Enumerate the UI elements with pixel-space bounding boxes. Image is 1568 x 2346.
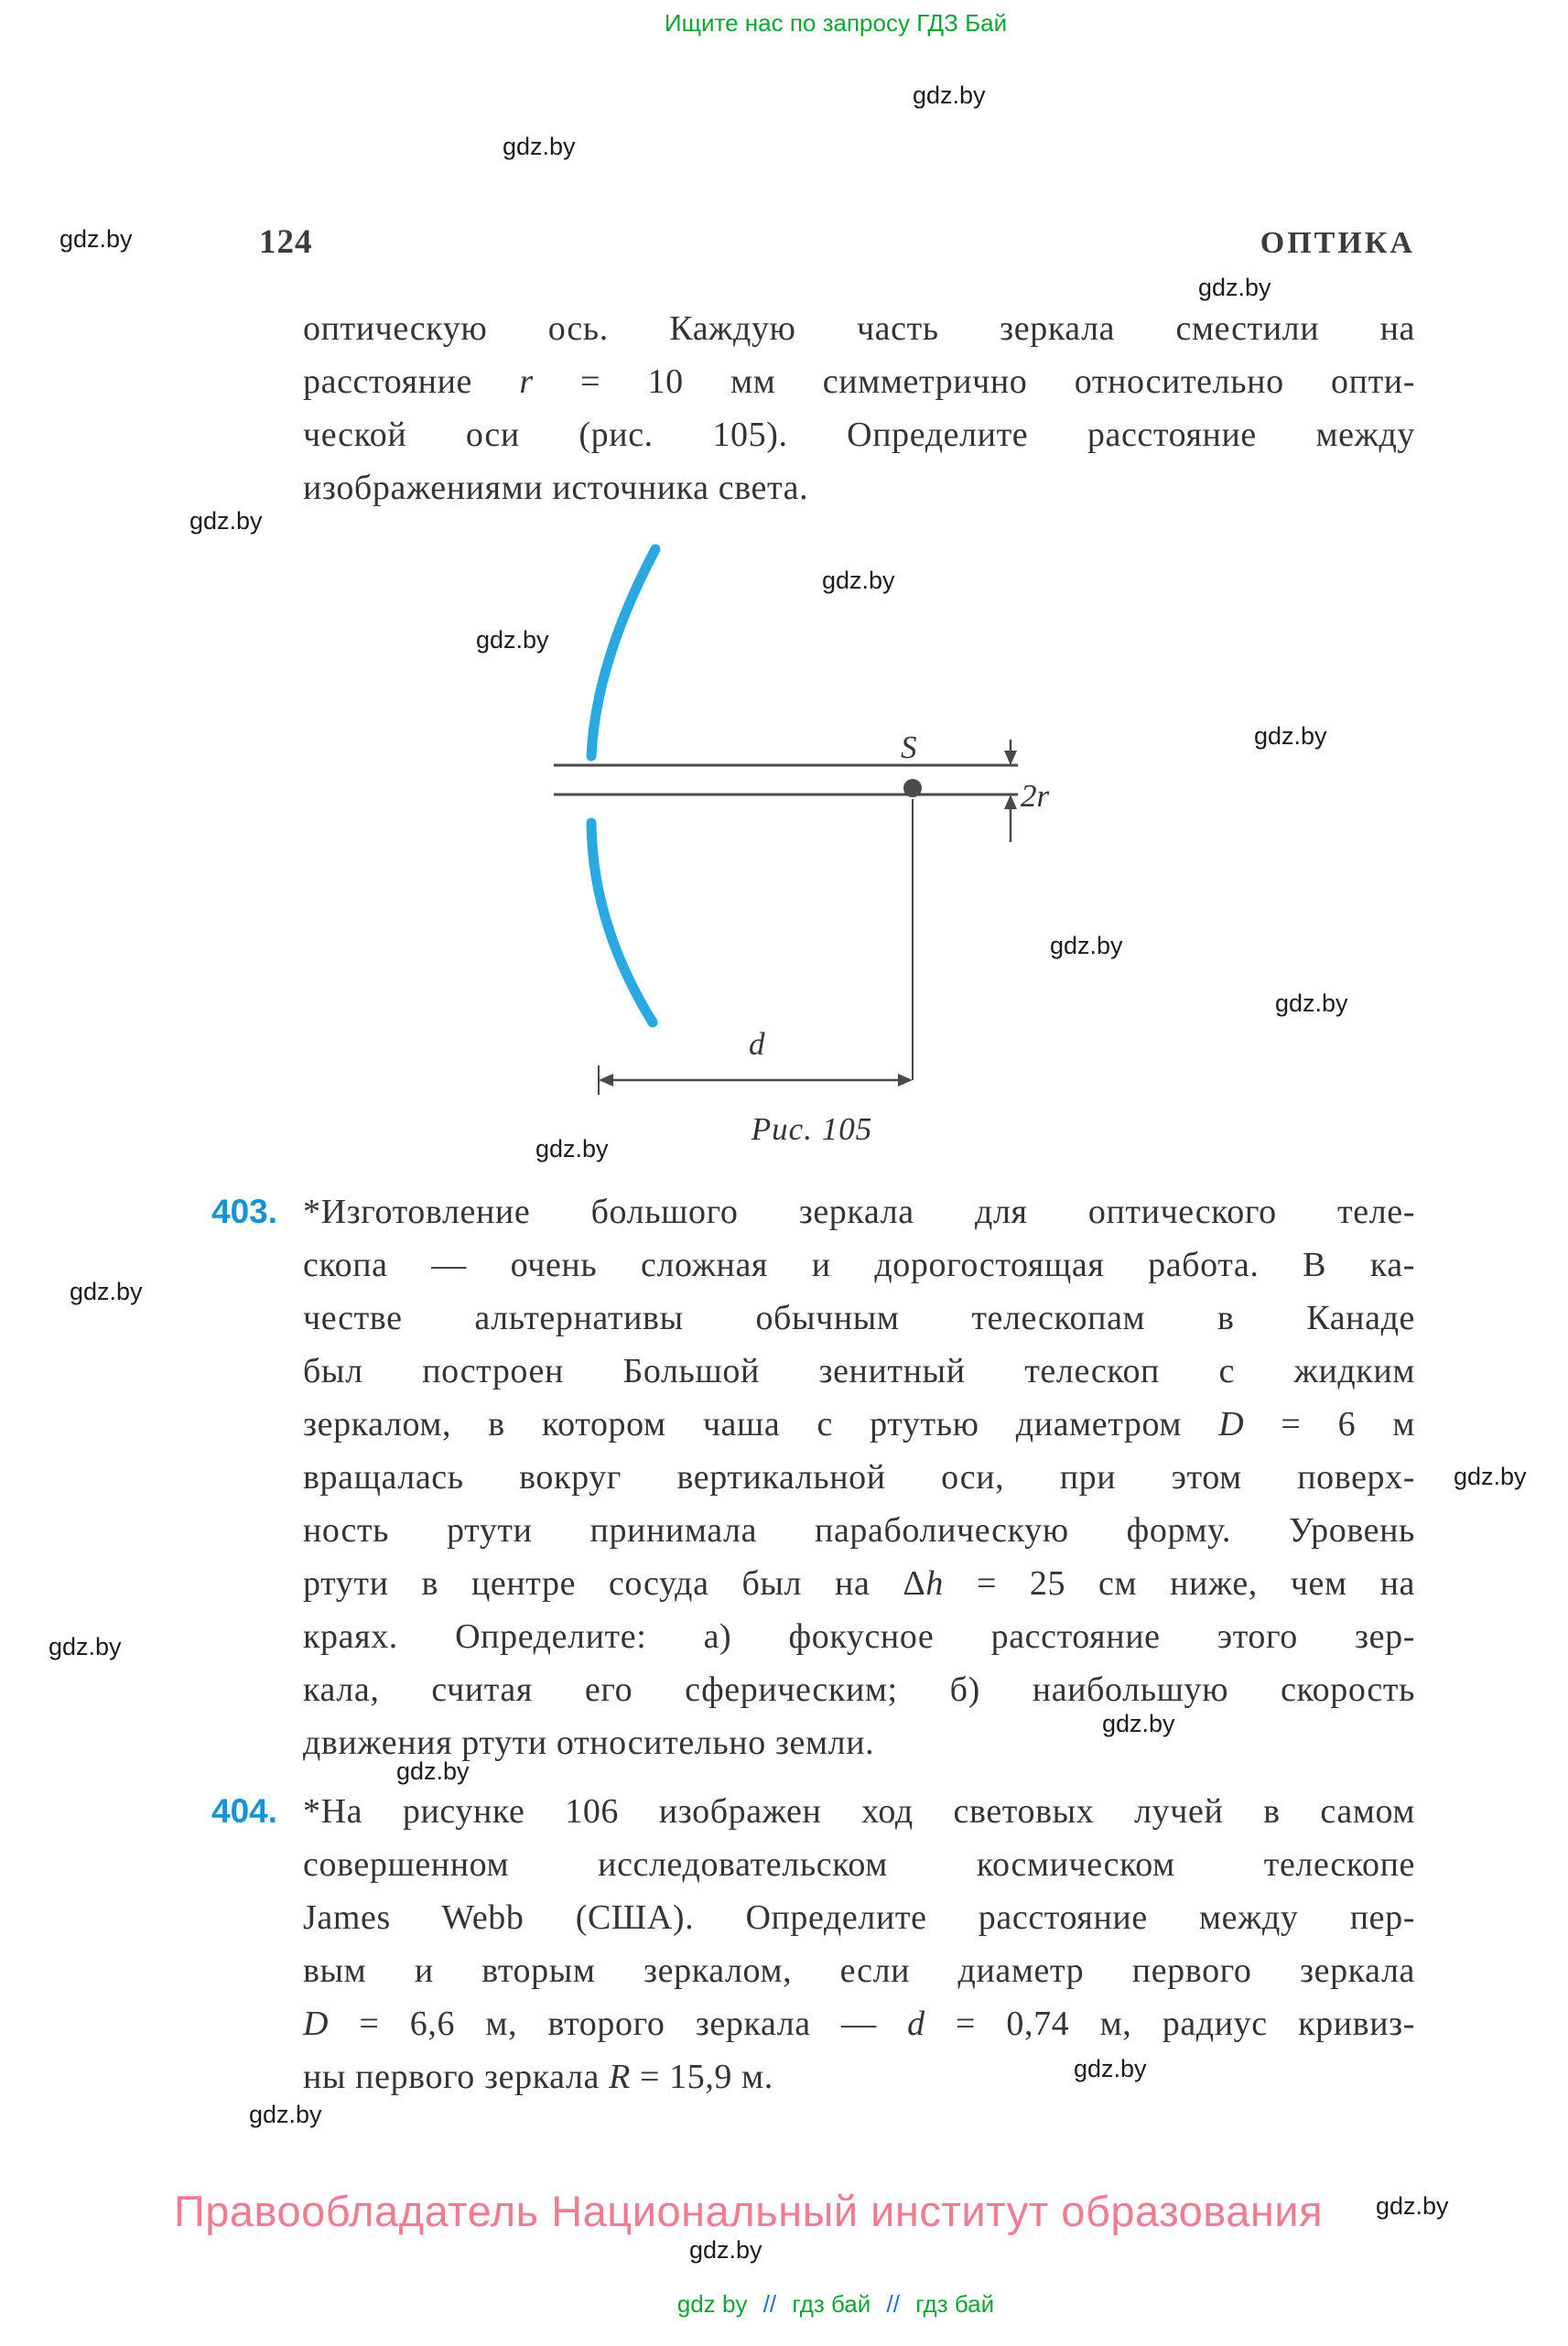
watermark-gdzby: gdz.by — [1275, 989, 1348, 1017]
text-line: D = 6,6 м, второго зеркала — d = 0,74 м, радиус кривиз- — [303, 2005, 1416, 2043]
text-line: *Изготовление большого зеркала для оптического теле- — [303, 1193, 1415, 1231]
watermark-gdzby: gdz.by — [1376, 2192, 1449, 2220]
dim-2r-arrowhead-bottom — [1004, 795, 1017, 809]
page-number: 124 — [259, 223, 313, 261]
dim-d-arrowhead-right — [898, 1074, 913, 1087]
footer-link-separator: // — [762, 2290, 777, 2318]
watermark-gdzby: gdz.by — [49, 1633, 122, 1660]
text-line: зеркалом, в котором чаша с ртутью диаметром D = 6 м — [303, 1405, 1416, 1443]
mirror-upper-arc — [591, 549, 655, 756]
text-line: *На рисунке 106 изображен ход световых лучей в самом — [303, 1792, 1415, 1831]
watermark-gdzby: gdz.by — [396, 1757, 470, 1785]
source-label: S — [901, 730, 917, 765]
dim-d-arrowhead-left — [599, 1074, 613, 1087]
footer-link-separator: // — [886, 2290, 900, 2318]
watermark-gdzby: gdz.by — [476, 626, 549, 654]
copyright-notice: Правообладатель Национальный институт образования — [174, 2187, 1324, 2235]
watermark-gdzby: gdz.by — [535, 1135, 609, 1162]
text-line: вым и вторым зеркалом, если диаметр первого зеркала — [303, 1951, 1415, 1990]
problem-404-text — [303, 1785, 1415, 2103]
footer-link-gdz-by[interactable]: gdz by — [676, 2290, 748, 2318]
figure-105 — [533, 540, 1080, 1108]
text-line: ческой оси (рис. 105). Определите расстояние между — [303, 416, 1415, 454]
watermark-gdzby: gdz.by — [249, 2101, 322, 2128]
watermark-gdzby: gdz.by — [913, 81, 986, 109]
text-line: James Webb (США). Определите расстояние между пер- — [303, 1898, 1415, 1937]
problem-403 — [211, 1185, 1416, 1769]
text-line: изображениями источника света. — [303, 469, 809, 507]
watermark-gdzby: gdz.by — [1254, 722, 1327, 750]
watermark-gdzby: gdz.by — [689, 2236, 762, 2264]
text-line: честве альтернативы обычным телескопам в Канаде — [303, 1299, 1415, 1337]
watermark-gdzby: gdz.by — [503, 133, 576, 160]
text-line: краях. Определите: а) фокусное расстояние этого зер- — [303, 1617, 1415, 1656]
mirror-lower-arc — [591, 823, 653, 1022]
watermark-gdzby: gdz.by — [1198, 274, 1271, 301]
section-title: ОПТИКА — [1260, 226, 1415, 260]
intro-paragraph — [303, 302, 1415, 514]
dim-2r-label: 2r — [1021, 778, 1050, 814]
dim-2r-arrowhead-top — [1004, 751, 1017, 765]
watermark-gdzby: gdz.by — [70, 1278, 143, 1305]
problem-404 — [211, 1785, 1416, 2103]
text-line: ртути в центре сосуда был на Δh = 25 см ниже, чем на — [303, 1564, 1415, 1603]
text-line: совершенном исследовательском космическом телескопе — [303, 1845, 1415, 1884]
text-line: ность ртути принимала параболическую форму. Уровень — [303, 1511, 1415, 1550]
text-line: движения ртути относительно земли. — [303, 1724, 875, 1762]
watermark-gdzby: gdz.by — [1454, 1463, 1527, 1490]
text-line: расстояние r = 10 мм симметрично относительно опти- — [303, 362, 1415, 401]
problem-number-404: 404. — [211, 1792, 278, 1830]
text-line: вращалась вокруг вертикальной оси, при этом поверх- — [303, 1458, 1415, 1497]
text-line: оптическую ось. Каждую часть зеркала сместили на — [303, 309, 1415, 348]
watermark-gdzby: gdz.by — [1050, 932, 1123, 959]
top-banner-text: Ищите нас по запросу ГДЗ Бай — [664, 9, 1008, 37]
watermark-gdzby: gdz.by — [1102, 1710, 1175, 1737]
footer-link-gdz-bai-1[interactable]: гдз бай — [792, 2290, 871, 2318]
watermark-gdzby: gdz.by — [1074, 2055, 1147, 2082]
dim-d-label: d — [749, 1026, 765, 1062]
watermark-gdzby: gdz.by — [822, 567, 895, 594]
source-point — [903, 779, 922, 797]
problem-number-403: 403. — [211, 1193, 278, 1230]
watermark-gdzby: gdz.by — [59, 225, 133, 253]
problem-403-text — [303, 1185, 1415, 1769]
text-line: был построен Большой зенитный телескоп с жидким — [303, 1352, 1415, 1390]
watermark-gdzby: gdz.by — [189, 507, 263, 535]
footer-link-gdz-bai-2[interactable]: гдз бай — [915, 2290, 995, 2318]
text-line: ны первого зеркала R = 15,9 м. — [303, 2058, 773, 2096]
figure-caption: Рис. 105 — [751, 1111, 873, 1147]
footer-links — [677, 2290, 994, 2319]
text-line: скопа — очень сложная и дорогостоящая работа. В ка- — [303, 1246, 1415, 1284]
text-line: кала, считая его сферическим; б) наибольшую скорость — [303, 1670, 1415, 1709]
